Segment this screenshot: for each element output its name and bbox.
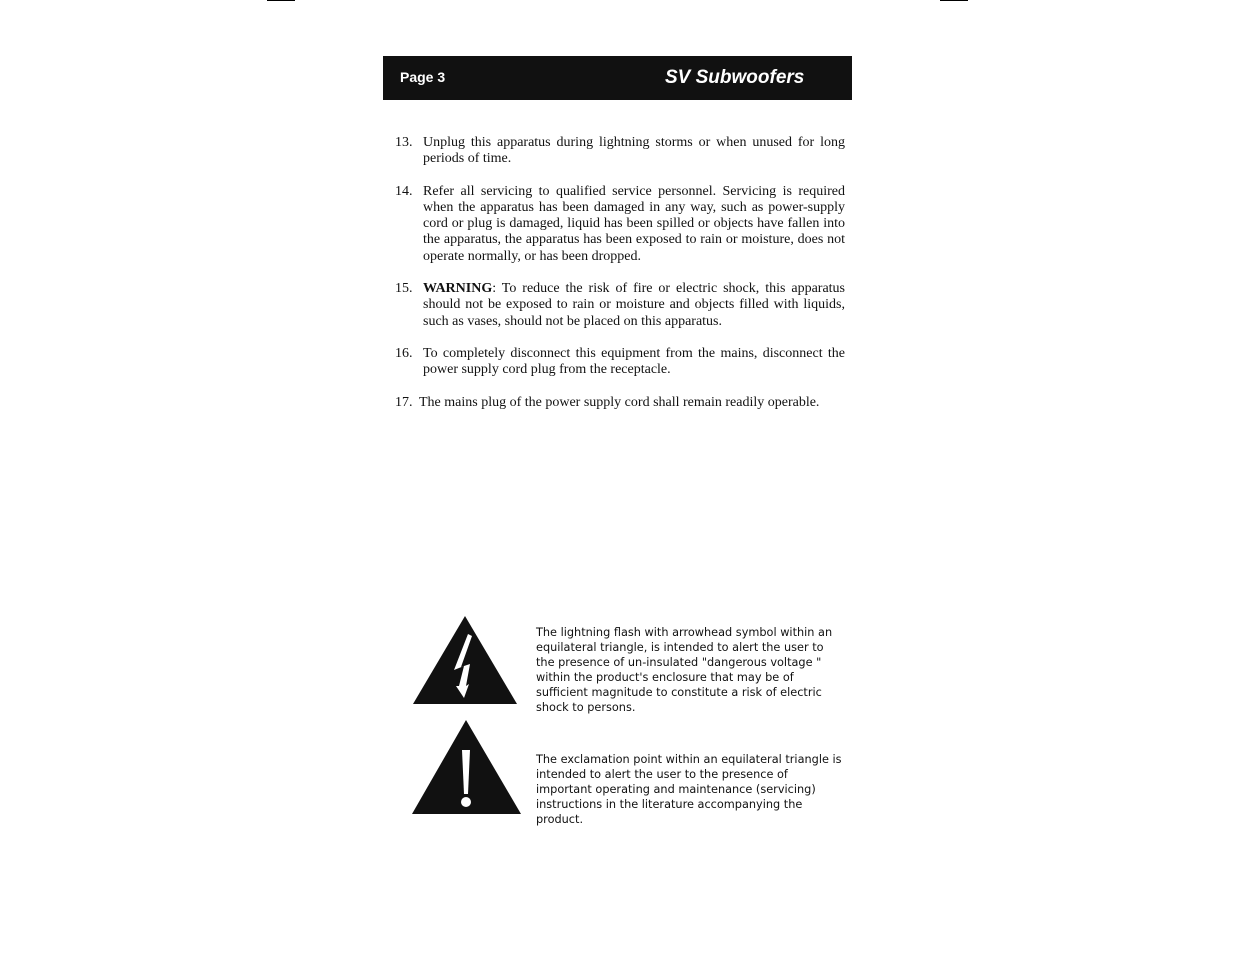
exclamation-warning-triangle-icon: [410, 718, 523, 816]
brand-title: SV Subwoofers: [665, 67, 805, 88]
instruction-text: To completely disconnect this equipment from the mains, disconnect the power supply cord plug from the receptacle.: [423, 345, 845, 378]
instruction-text: Refer all servicing to qualified service personnel. Servicing is required when the apparatus has been damaged in any way, such as power-supply cord or plug is damaged, liquid has been spilled or objects have fallen into the apparatus, the apparatus has been exposed to rain or moisture, does not operate normally, or has been dropped.: [423, 183, 845, 264]
crop-mark-left: [267, 0, 295, 1]
instruction-text: Unplug this apparatus during lightning storms or when unused for long periods of time.: [423, 135, 845, 167]
instruction-number: 17.: [395, 394, 413, 410]
safety-instructions-list: [395, 135, 845, 411]
page-header-bar: [383, 56, 852, 100]
instruction-item-14: [395, 184, 845, 265]
instruction-number: 13.: [395, 135, 413, 150]
instruction-text: The mains plug of the power supply cord shall remain readily operable.: [419, 394, 820, 410]
lightning-warning-triangle-icon: [411, 614, 519, 706]
page-number-label: Page 3: [400, 69, 446, 85]
instruction-text: : To reduce the risk of fire or electric shock, this apparatus should not be exposed to rain or moisture and objects filled with liquids, such as vases, should not be placed on this apparatus.: [423, 281, 845, 329]
crop-mark-right: [940, 0, 968, 1]
instruction-item-13: [395, 135, 845, 168]
instruction-item-16: [395, 346, 845, 379]
instruction-number: 14.: [395, 183, 413, 199]
lightning-symbol-description: The lightning flash with arrowhead symbol within an equilateral triangle, is intended to alert the user to the presence of un-insulated "dangerous voltage " within the product's enclosure that may be of sufficient magnitude to constitute a risk of electric shock to persons.: [536, 626, 833, 714]
exclamation-symbol-description: The exclamation point within an equilateral triangle is intended to alert the user to the presence of important operating and maintenance (servicing) instructions in the literature accompanying the product.: [536, 753, 842, 826]
instruction-number: 16.: [395, 345, 413, 361]
instruction-item-17: [395, 395, 845, 411]
warning-label: WARNING: [423, 281, 493, 297]
instruction-number: 15.: [395, 281, 413, 297]
instruction-item-15: [395, 281, 845, 330]
